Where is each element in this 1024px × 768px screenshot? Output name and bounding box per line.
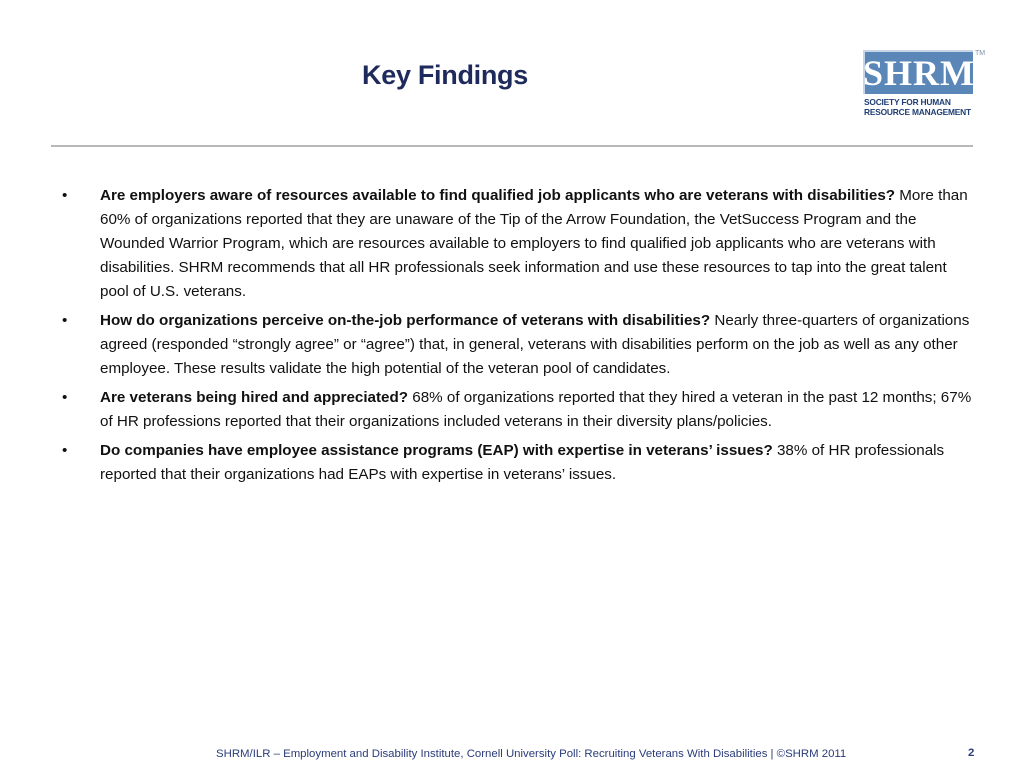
finding-item [62, 309, 977, 381]
logo-box [863, 50, 973, 94]
logo-subtitle [864, 97, 981, 117]
finding-question: Are employers aware of resources available to find qualified job applicants who are veterans with disabilities? [100, 187, 900, 204]
footer-citation: SHRM/ILR – Employment and Disability Institute, Cornell University Poll: Recruiting Veterans With Disabilities | ©SHRM 2011 [216, 748, 847, 760]
finding-answer: 68% of organizations reported that they hired a veteran in the past 12 months; 67% of HR professions reported that their organizations included veterans in their diversity plans/policies. [100, 389, 972, 430]
finding-answer: More than 60% of organizations reported that they are unaware of the Tip of the Arrow Foundation, the VetSuccess Program and the Wounded Warrior Program, which are resources available to employers to find qualified job applicants who are veterans with disabilities. SHRM recommends that all HR professionals seek information and use these resources to tap into the great talent pool of U.S. veterans. [100, 187, 968, 300]
page-number: 2 [968, 747, 975, 759]
finding-item [62, 439, 977, 487]
finding-item [62, 184, 977, 304]
bullet: • [62, 389, 68, 406]
bullet: • [62, 187, 68, 204]
shrm-logo [863, 50, 986, 122]
finding-question: Are veterans being hired and appreciated? [100, 389, 413, 406]
title-divider [51, 145, 973, 147]
slide-title: Key Findings [362, 60, 528, 90]
logo-subtitle-line-1: SOCIETY FOR HUMAN [864, 97, 951, 107]
logo-subtitle-line-2: RESOURCE MANAGEMENT [864, 107, 971, 117]
finding-item [62, 386, 977, 434]
finding-question: How do organizations perceive on-the-job performance of veterans with disabilities? [100, 312, 715, 329]
finding-answer: 38% of HR professionals reported that their organizations had EAPs with expertise in veterans’ issues. [100, 442, 945, 483]
logo-mark: SHRM [863, 53, 975, 93]
findings-list [62, 184, 977, 492]
bullet: • [62, 312, 68, 329]
logo-trademark: TM [975, 50, 986, 57]
bullet: • [62, 442, 68, 459]
finding-question: Do companies have employee assistance programs (EAP) with expertise in veterans’ issues? [100, 442, 777, 459]
finding-answer: Nearly three-quarters of organizations agreed (responded “strongly agree” or “agree”) that, in general, veterans with disabilities perform on the job as well as any other employee. These results validate the high potential of the veteran pool of candidates. [100, 312, 970, 377]
